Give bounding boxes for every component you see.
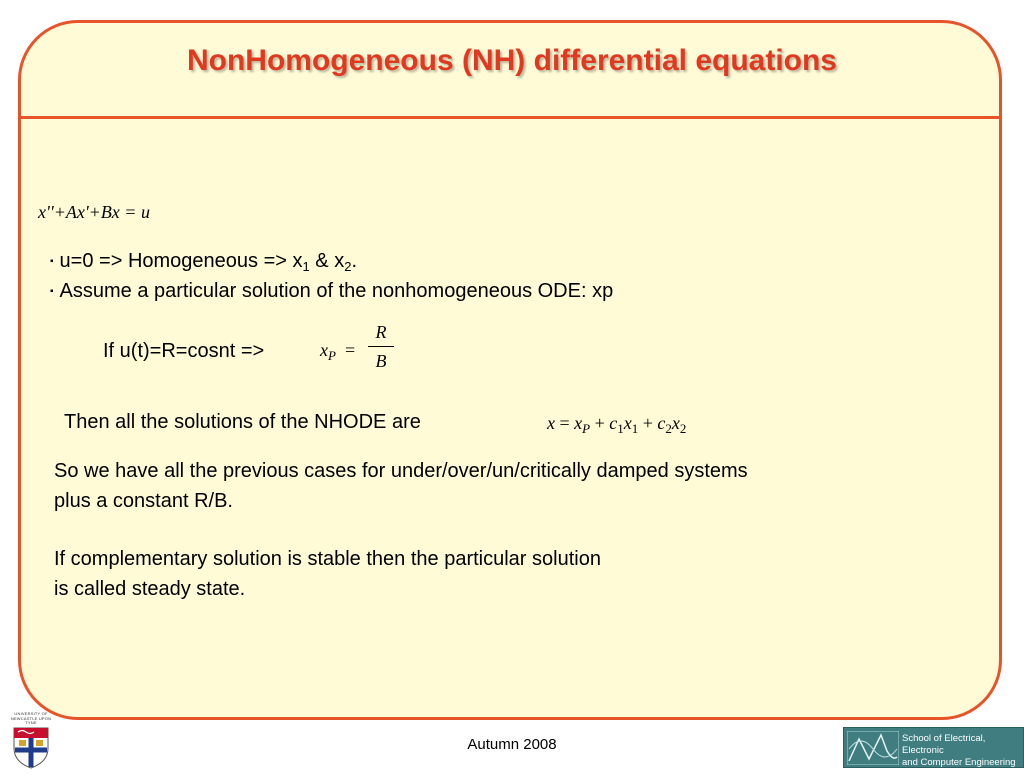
university-name-line: NEWCASTLE UPON TYNE xyxy=(10,715,52,725)
xp-equation-lhs xyxy=(320,340,355,361)
subscript: P xyxy=(582,421,591,436)
slide-title: NonHomogeneous (NH) differential equations xyxy=(186,44,837,77)
equals-sign: = xyxy=(559,413,570,433)
subscript: 2 xyxy=(665,421,672,436)
title-divider xyxy=(21,116,999,119)
plus-sign: + xyxy=(594,413,605,433)
math-var: c xyxy=(657,413,666,433)
subscript: 2 xyxy=(344,259,352,274)
math-var: x xyxy=(671,413,680,433)
math-var: x xyxy=(574,413,583,433)
bullet-homogeneous xyxy=(50,250,357,273)
math-var: x xyxy=(547,413,555,433)
plus-sign: + xyxy=(642,413,653,433)
bullet-marker: ▪ xyxy=(50,286,54,297)
steady-state-paragraph xyxy=(54,544,601,604)
subscript: 1 xyxy=(302,259,310,274)
equals-sign: = xyxy=(344,340,356,360)
bullet-text: Assume a particular solution of the nonhomogeneous ODE: xp xyxy=(59,280,614,302)
subscript: 1 xyxy=(617,421,624,436)
fraction-bar xyxy=(368,346,394,347)
university-name-line: UNIVERSITY OF xyxy=(14,711,48,716)
paragraph-line: is called steady state. xyxy=(54,578,246,600)
paragraph-line: So we have all the previous cases for under/over/un/critically damped systems xyxy=(54,460,748,482)
school-name-line: School of Electrical, Electronic xyxy=(902,733,986,756)
math-var: x xyxy=(320,340,328,360)
paragraph-line: If complementary solution is stable then the particular solution xyxy=(54,548,601,570)
fraction-denominator: B xyxy=(375,351,387,371)
paragraph-line: plus a constant R/B. xyxy=(54,490,233,512)
subscript: 2 xyxy=(679,421,687,436)
bullet-text: . xyxy=(351,250,357,272)
math-var: c xyxy=(609,413,618,433)
general-solution-text: Then all the solutions of the NHODE are xyxy=(64,411,421,433)
math-var: x xyxy=(623,413,632,433)
bullet-marker: ▪ xyxy=(50,256,54,267)
fraction-numerator: R xyxy=(375,322,387,342)
main-equation: x''+Ax'+Bx = u xyxy=(38,202,150,222)
school-name xyxy=(902,733,1024,769)
damped-systems-paragraph xyxy=(54,456,748,516)
fraction-r-over-b xyxy=(368,322,394,373)
bullet-text: & x xyxy=(309,250,345,272)
waveform-icon xyxy=(847,731,899,765)
footer-date: Autumn 2008 xyxy=(467,736,557,753)
if-condition-text: If u(t)=R=cosnt => xyxy=(103,340,265,362)
slide-frame xyxy=(18,20,1002,720)
subscript: P xyxy=(328,348,336,363)
bullet-particular-solution xyxy=(50,280,613,303)
subscript: 1 xyxy=(631,421,639,436)
school-logo xyxy=(843,727,1024,768)
general-solution-equation xyxy=(547,413,686,434)
school-name-line: and Computer Engineering xyxy=(902,757,1016,768)
bullet-text: u=0 => Homogeneous => x xyxy=(59,250,303,272)
